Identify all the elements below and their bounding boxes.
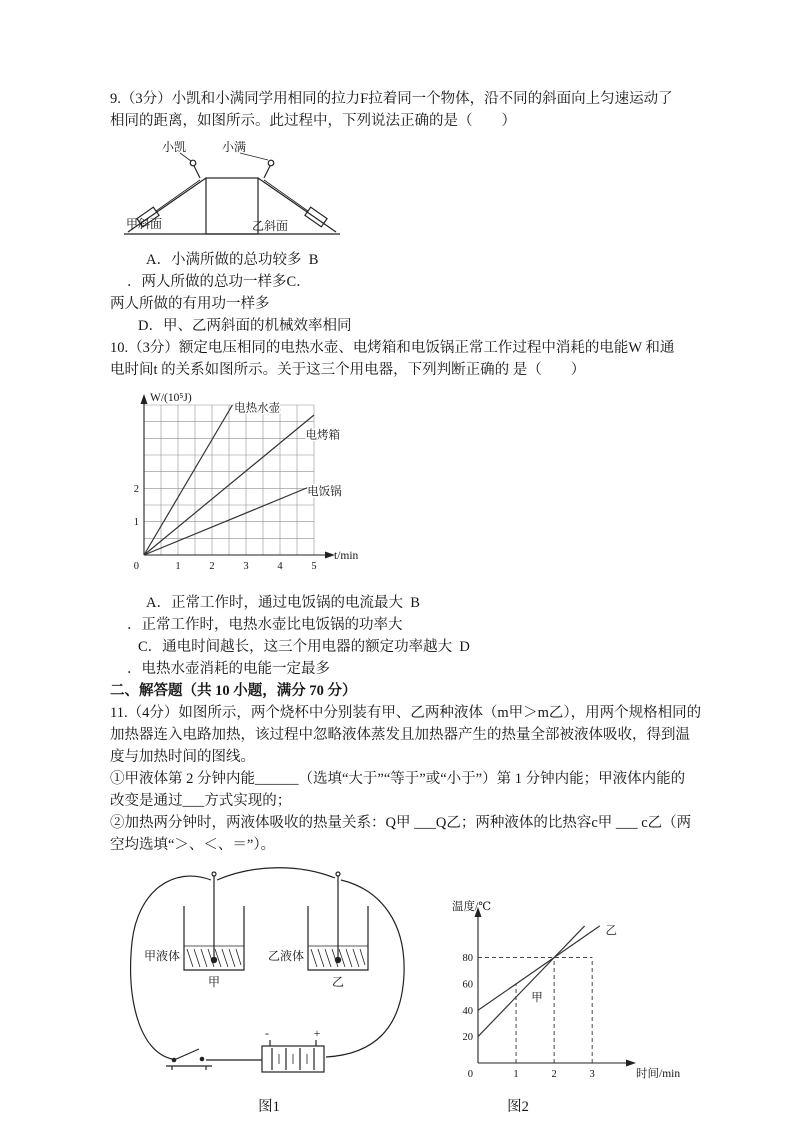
q11-part1-line-1: ①甲液体第 2 分钟内能______（选填“大于”“等于”或“小于”）第 1 分钟内能；甲液体内能的	[110, 771, 686, 787]
beaker1-liquid-label: 甲液体	[143, 949, 180, 963]
x-axis-arrow	[626, 1060, 636, 1067]
series-label: 电热水壶	[234, 402, 281, 415]
wire-top-connect	[217, 868, 335, 880]
question-9	[110, 88, 736, 337]
y-axis-label: W/(10⁵J)	[150, 392, 192, 404]
battery-icon	[262, 1040, 324, 1072]
figure-2-caption: 图2	[507, 1099, 529, 1115]
right-sliding-block	[305, 207, 327, 227]
x-axis-label: t/min	[334, 550, 359, 562]
tick-label: 5	[311, 561, 317, 572]
q11-part2-line-1: ②加热两分钟时，两液体吸收的热量关系：Q甲 ___Q乙；两种液体的比热容c甲 ___ c乙（两	[110, 815, 692, 831]
x-axis-label: 时间/min	[636, 1068, 681, 1080]
q11-figures	[114, 864, 736, 1118]
tick-label: 2	[551, 1069, 557, 1080]
q9-stem-line-1: 9.（3分）小凯和小满同学用相同的拉力F拉着同一个物体，沿不同的斜面向上匀速运动了	[110, 91, 673, 107]
q11-part2-line-2: 空均选填“＞、＜、＝”）。	[110, 837, 276, 853]
beaker1-sub-label: 甲	[207, 975, 221, 989]
right-slope-label: 乙斜面	[252, 219, 289, 233]
right-label-pointer	[240, 153, 268, 160]
q11-stem-line-2: 加热器连入电路加热，该过程中忽略液体蒸发且加热器产生的热量全部被液体吸收，得到温	[110, 727, 690, 743]
q10-option-line-1: A．正常工作时，通过电饭锅的电流最大 B	[146, 595, 420, 611]
q10-stem-line-1: 10.（3分）额定电压相同的电热水壶、电烤箱和电饭锅正常工作过程中消耗的电能W 和通	[110, 340, 675, 356]
left-label-pointer	[180, 153, 191, 161]
series-line	[478, 926, 585, 1037]
circuit-diagram	[114, 864, 424, 1094]
q9-figure	[118, 138, 736, 247]
tick-label: 2	[133, 483, 139, 495]
q9-option-line-4: D．甲、乙两斜面的机械效率相同	[138, 318, 352, 334]
section-2-header: 二、解答题（共 10 小题，满分 70 分）	[110, 683, 357, 699]
right-person-label: 小满	[222, 140, 247, 154]
tick-label: 80	[462, 953, 473, 965]
series-label: 甲	[531, 992, 543, 1005]
battery-plus-label: +	[313, 1026, 321, 1040]
left-person-figure	[190, 160, 200, 178]
thermometer-2-icon	[335, 872, 341, 963]
wire-left-loop	[131, 876, 211, 1059]
thermometer-1-icon	[211, 872, 217, 963]
q9-stem-line-2: 相同的距离，如图所示。此过程中，下列说法正确的是（ ）	[110, 113, 516, 129]
right-person-figure	[264, 160, 274, 178]
left-person-label: 小凯	[162, 140, 187, 154]
tick-label: 4	[277, 561, 283, 572]
origin-label: 0	[467, 1069, 473, 1080]
figure-1-caption: 图1	[258, 1099, 280, 1115]
tick-label: 2	[209, 561, 215, 572]
beaker2-liquid-label: 乙液体	[267, 949, 304, 963]
q10-option-line-3: C．通电时间越长，这三个用电器的额定功率越大 D	[138, 639, 470, 655]
q11-stem-line-1: 11.（4分）如图所示，两个烧杯中分别装有甲、乙两种液体（m甲＞m乙），用两个规格相同的	[110, 705, 702, 721]
series-label: 电饭锅	[307, 486, 342, 498]
center-block	[206, 178, 258, 234]
battery-minus-label: -	[265, 1026, 269, 1040]
origin-label: 0	[133, 561, 139, 572]
q10-option-line-2: ．正常工作时，电热水壶比电饭锅的功率大	[127, 617, 403, 633]
y-axis-arrow	[141, 394, 148, 404]
series-line	[144, 405, 232, 555]
tick-label: 40	[462, 1005, 473, 1017]
q11-figure-1	[114, 864, 424, 1118]
question-11	[110, 702, 736, 1118]
incline-diagram	[118, 138, 346, 240]
series-label: 乙	[605, 924, 617, 937]
left-slope-label: 甲斜面	[126, 217, 163, 231]
left-rope	[156, 180, 200, 211]
q11-part1-line-2: 改变是通过___方式实现的；	[110, 793, 292, 809]
temp-time-chart	[438, 898, 688, 1094]
tick-label: 60	[462, 979, 473, 991]
q9-option-line-3: 两人所做的有用功一样多	[110, 296, 270, 312]
q9-option-line-1: A．小满所做的总功较多 B	[146, 252, 319, 268]
q10-option-line-4: ．电热水壶消耗的电能一定最多	[127, 661, 330, 677]
tick-label: 3	[243, 561, 249, 572]
right-rope	[264, 180, 308, 211]
q11-stem-line-3: 度与加热时间的图线。	[110, 749, 255, 765]
switch-icon	[166, 1049, 212, 1070]
tick-label: 1	[513, 1069, 519, 1080]
q10-figure	[110, 383, 736, 590]
y-axis-label: 温度/℃	[452, 901, 492, 913]
energy-time-chart	[110, 383, 370, 583]
tick-label: 20	[462, 1032, 473, 1044]
q11-figure-2	[438, 864, 688, 1118]
beaker2-sub-label: 乙	[331, 975, 345, 989]
q9-option-line-2: ．两人所做的总功一样多C．	[127, 274, 311, 290]
series-label: 电烤箱	[305, 429, 340, 442]
q10-stem-line-2: 电时间t 的关系如图所示。关于这三个用电器，下列判断正确的 是（ ）	[110, 362, 586, 378]
tick-label: 3	[589, 1069, 595, 1080]
tick-label: 1	[133, 517, 139, 529]
tick-label: 1	[175, 561, 181, 572]
question-10	[110, 337, 736, 680]
